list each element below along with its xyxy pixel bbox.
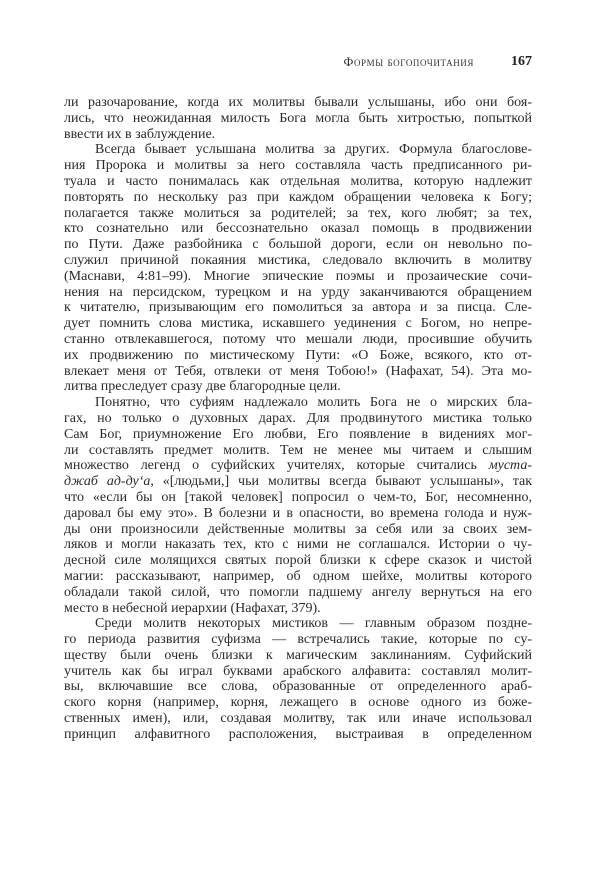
text-line: Сам Бог, приумножение Его любви, Его появление в видениях мог- [64,426,532,442]
text-line: к читателю, призывающим его помолиться за автора и за писца. Сле- [64,300,532,316]
text-line: магии: рассказывают, например, об одном шейхе, молитвы которого [64,568,532,584]
text-line: гах, но только о духовных дарах. Для продвинутого мистика только [64,410,532,426]
text-line [64,458,532,474]
text-line: их продвижению по мистическому Пути: «О Боже, всякого, кто от- [64,347,532,363]
text-line: ли разочарование, когда их молитвы бывали услышаны, ибо они боя- [64,95,532,110]
text-line: лись, что неожиданная милость Бога могла быть хитростью, попыткой [64,110,532,126]
text-line: ского корня (например, корня, лежащего в основе одного из боже- [64,695,532,711]
text-line: повторять по нескольку раз при каждом обращении человека к Богу; [64,189,532,205]
text-line: даровал бы ему это». В болезни и в опасности, во времена голода и нуж- [64,505,532,521]
text-line: станно отвлекавшегося, потому что мешали люди, просившие обучить [64,331,532,347]
paragraph [64,395,532,616]
text-segment: множество легенд о суфийских учителях, которые считались [64,458,489,474]
text-line: ществу были очень близки к магическим заклинаниям. Суфийский [64,647,532,663]
text-line: Среди молитв некоторых мистиков — главным образом поздне- [95,616,532,632]
text-line: ственных имен), или, создавая молитву, так или иначе использовал [64,711,532,727]
text-line: место в небесной иерархии (Нафахат, 379). [64,600,321,616]
text-line: служил причиной покаяния мистика, следовало включить в молитву [64,252,532,268]
text-line: десной силе молящихся святых порой близки к сфере сказок и чистой [64,553,532,569]
text-line: ды они произносили действенные молитвы за себя или за своих зем- [64,521,532,537]
text-line: принцип алфавитного расположения, выстраивая в определенном [64,726,532,742]
text-line: ввести их в заблуждение. [64,126,216,142]
text-line: литва преследует сразу две благородные цели. [64,379,341,395]
text-line: дует помнить слова мистика, искавшего уединения с Богом, но непре- [64,316,532,332]
text-line: по Пути. Даже разбойника с большой дороги, если он невольно по- [64,237,532,253]
text-line: туала и часто понималась как отдельная молитва, которую надлежит [64,173,532,189]
page-body-text [64,95,532,743]
text-line: учитель как бы играл буквами арабского алфавита: составлял молит- [64,663,532,679]
text-line: ния Пророка и молитвы за него составляла часть предписанного ри- [64,158,532,174]
text-line: Всегда бывает услышана молитва за других. Формула благослове- [95,142,532,158]
text-line: обладали такой силой, что помогли падшему ангелу вернуться на его [64,584,532,600]
italic-term: муста- [488,458,532,474]
page-number: 167 [511,54,532,69]
text-line [64,474,532,490]
text-line: полагается также молиться за родителей; за тех, кого любят; за тех, [64,205,532,221]
running-header [64,54,532,72]
text-line: влекает меня от Тебя, отвлеки от меня Тобою!» (Нафахат, 54). Эта мо- [64,363,532,379]
paragraph [64,142,532,395]
text-line: (Маснави, 4:81–99). Многие эпические поэмы и прозаические сочи- [64,268,532,284]
text-line: кто сознательно или бессознательно оказал помощь в продвижении [64,221,532,237]
italic-term: джаб ад-ду‘а [64,474,151,490]
paragraph [64,616,532,742]
text-line: вы, включавшие все слова, образованные от определенного араб- [64,679,532,695]
running-title: Формы богопочитания [343,55,474,69]
text-segment: , «[людьми,] чьи молитвы всегда бывают услышаны», так [150,474,532,490]
text-line: ли составлять предмет молитв. Тем не менее мы читаем и слышим [64,442,532,458]
paragraph [64,95,532,142]
text-line: нения на персидском, турецком и на урду заканчиваются обращением [64,284,532,300]
text-line: Понятно, что суфиям надлежало молить Бога не о мирских бла- [95,395,532,411]
text-line: ляков и могли наказать тех, кто с ними не соглашался. Истории о чу- [64,537,532,553]
text-line: что «если бы он [такой человек] попросил о чем-то, Бог, несомненно, [64,489,532,505]
text-line: го периода развития суфизма — встречались такие, которые по су- [64,632,532,648]
